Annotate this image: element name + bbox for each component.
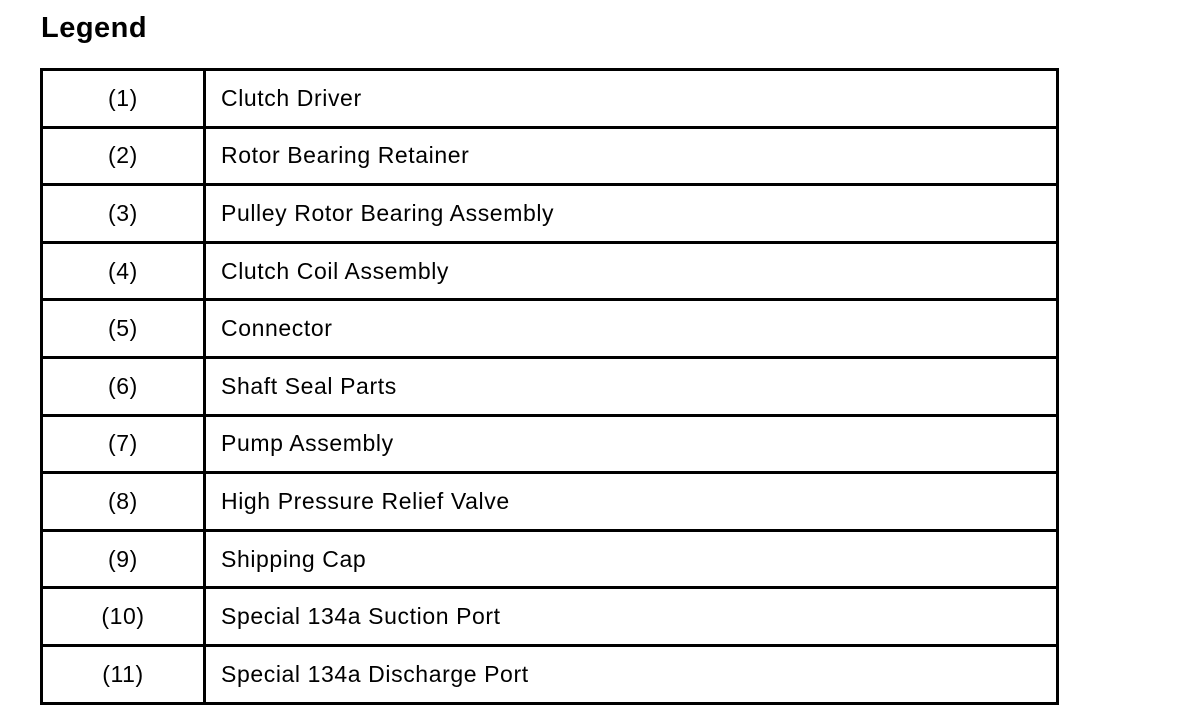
table-row [42, 645, 1058, 703]
item-number: (5) [42, 300, 205, 358]
table-row [42, 473, 1058, 531]
item-number: (7) [42, 415, 205, 473]
table-row [42, 242, 1058, 300]
item-number: (1) [42, 70, 205, 128]
legend-table-body [42, 70, 1058, 704]
item-description: Connector [205, 300, 1058, 358]
item-description: Shipping Cap [205, 530, 1058, 588]
item-description: Clutch Coil Assembly [205, 242, 1058, 300]
table-row [42, 300, 1058, 358]
item-number: (3) [42, 185, 205, 243]
table-row [42, 185, 1058, 243]
table-row [42, 530, 1058, 588]
item-number: (4) [42, 242, 205, 300]
item-description: Special 134a Discharge Port [205, 645, 1058, 703]
legend-table [40, 68, 1059, 705]
item-description: Special 134a Suction Port [205, 588, 1058, 646]
item-description: Pulley Rotor Bearing Assembly [205, 185, 1058, 243]
table-row [42, 415, 1058, 473]
table-row [42, 70, 1058, 128]
item-number: (11) [42, 645, 205, 703]
item-description: Shaft Seal Parts [205, 357, 1058, 415]
item-description: Pump Assembly [205, 415, 1058, 473]
table-row [42, 357, 1058, 415]
table-row [42, 127, 1058, 185]
table-row [42, 588, 1058, 646]
item-number: (2) [42, 127, 205, 185]
item-description: Rotor Bearing Retainer [205, 127, 1058, 185]
item-description: High Pressure Relief Valve [205, 473, 1058, 531]
item-description: Clutch Driver [205, 70, 1058, 128]
item-number: (6) [42, 357, 205, 415]
item-number: (9) [42, 530, 205, 588]
item-number: (10) [42, 588, 205, 646]
item-number: (8) [42, 473, 205, 531]
legend-title: Legend [41, 12, 148, 44]
